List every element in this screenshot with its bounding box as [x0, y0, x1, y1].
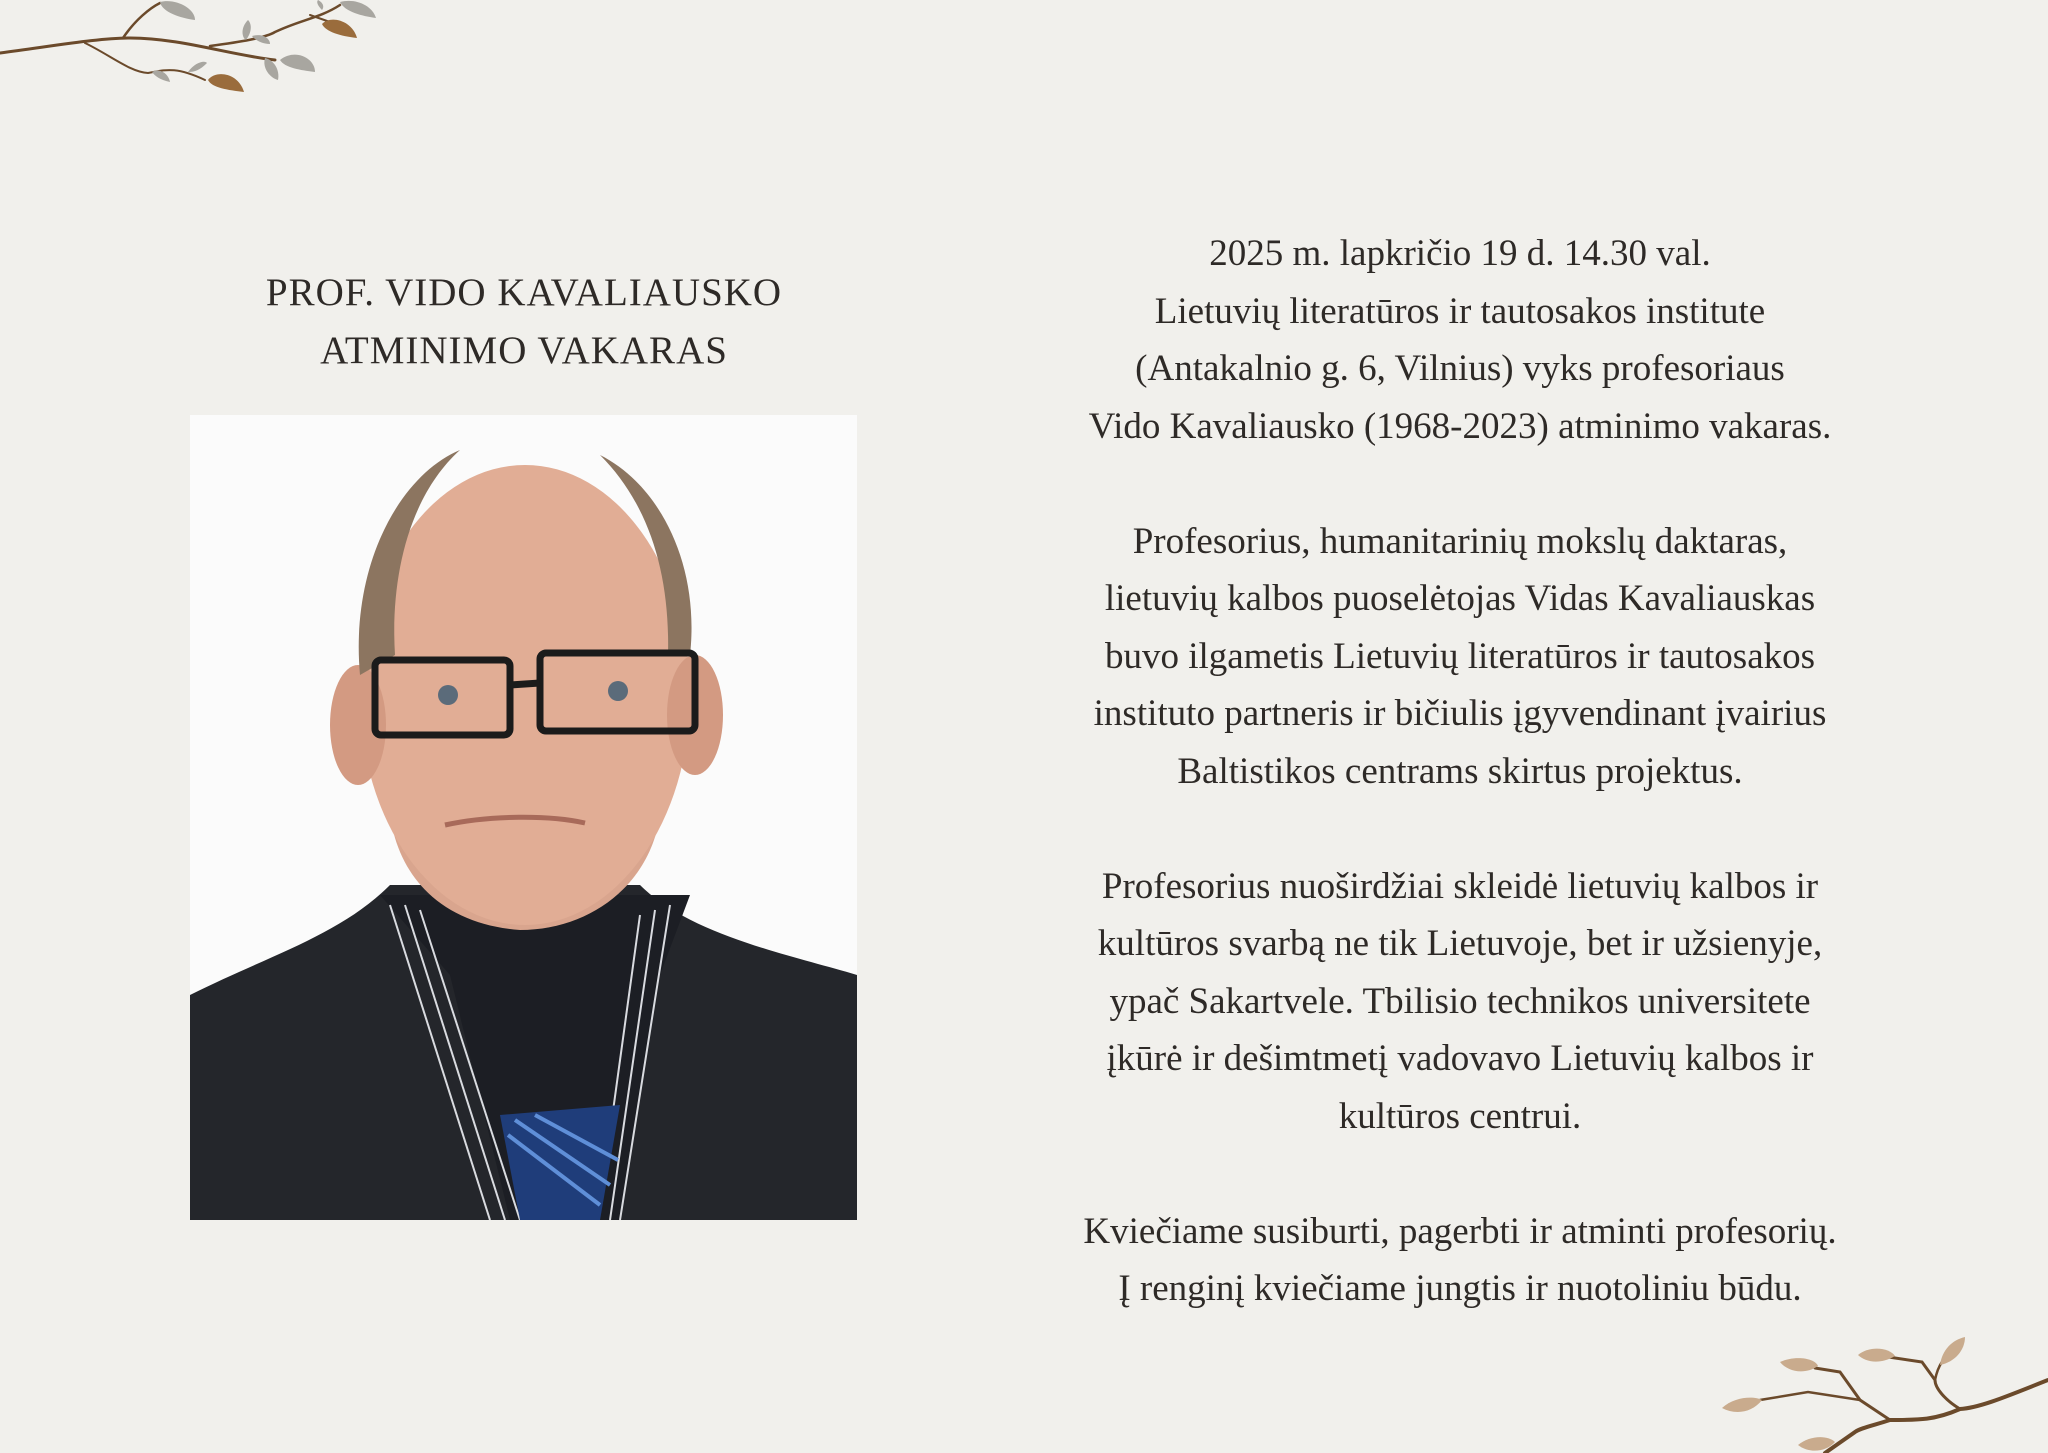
text-line: lietuvių kalbos puoselėtojas Vidas Kavaliauskas: [1104, 578, 1816, 619]
text-line: Į renginį kviečiame jungtis ir nuotoliniu būdu.: [1118, 1268, 1802, 1309]
title-line-1: PROF. VIDO KAVALIAUSKO: [265, 271, 783, 314]
paragraph-event-details: [1010, 225, 1910, 455]
text-line: 2025 m. lapkričio 19 d. 14.30 val.: [1209, 233, 1711, 274]
text-line: (Antakalnio g. 6, Vilnius) vyks profesoriaus: [1135, 348, 1785, 389]
text-line: Lietuvių literatūros ir tautosakos institute: [1154, 290, 1766, 332]
text-line: Baltistikos centrams skirtus projektus.: [1177, 750, 1743, 792]
portrait-photo: [190, 415, 857, 1220]
text-line: Profesorius, humanitarinių mokslų daktaras,: [1132, 520, 1788, 562]
decorative-branch-bottom-right-icon: [1720, 1320, 2048, 1453]
text-line: Kviečiame susiburti, pagerbti ir atminti profesorių.: [1083, 1210, 1837, 1252]
text-line: kultūros svarbą ne tik Lietuvoje, bet ir užsienyje,: [1097, 923, 1823, 964]
event-title: [200, 264, 848, 380]
text-line: buvo ilgametis Lietuvių literatūros ir tautosakos: [1104, 635, 1816, 677]
text-line: kultūros centrui.: [1338, 1095, 1582, 1137]
text-line: Vido Kavaliausko (1968-2023) atminimo vakaras.: [1088, 405, 1832, 447]
portrait-illustration-icon: [190, 415, 857, 1220]
text-line: instituto partneris ir bičiulis įgyvendinant įvairius: [1093, 693, 1827, 734]
text-line: įkūrė ir dešimtmetį vadovavo Lietuvių kalbos ir: [1106, 1038, 1814, 1079]
decorative-branch-top-left-icon: [0, 0, 400, 110]
paragraph-invitation: [1010, 1203, 1910, 1318]
event-description: [1010, 225, 1910, 1375]
text-line: Profesorius nuoširdžiai skleidė lietuvių kalbos ir: [1101, 865, 1819, 907]
text-line: ypač Sakartvele. Tbilisio technikos universitete: [1109, 980, 1811, 1022]
paragraph-biography: [1010, 513, 1910, 801]
title-line-2: ATMINIMO VAKARAS: [320, 329, 728, 372]
paragraph-achievements: [1010, 858, 1910, 1146]
